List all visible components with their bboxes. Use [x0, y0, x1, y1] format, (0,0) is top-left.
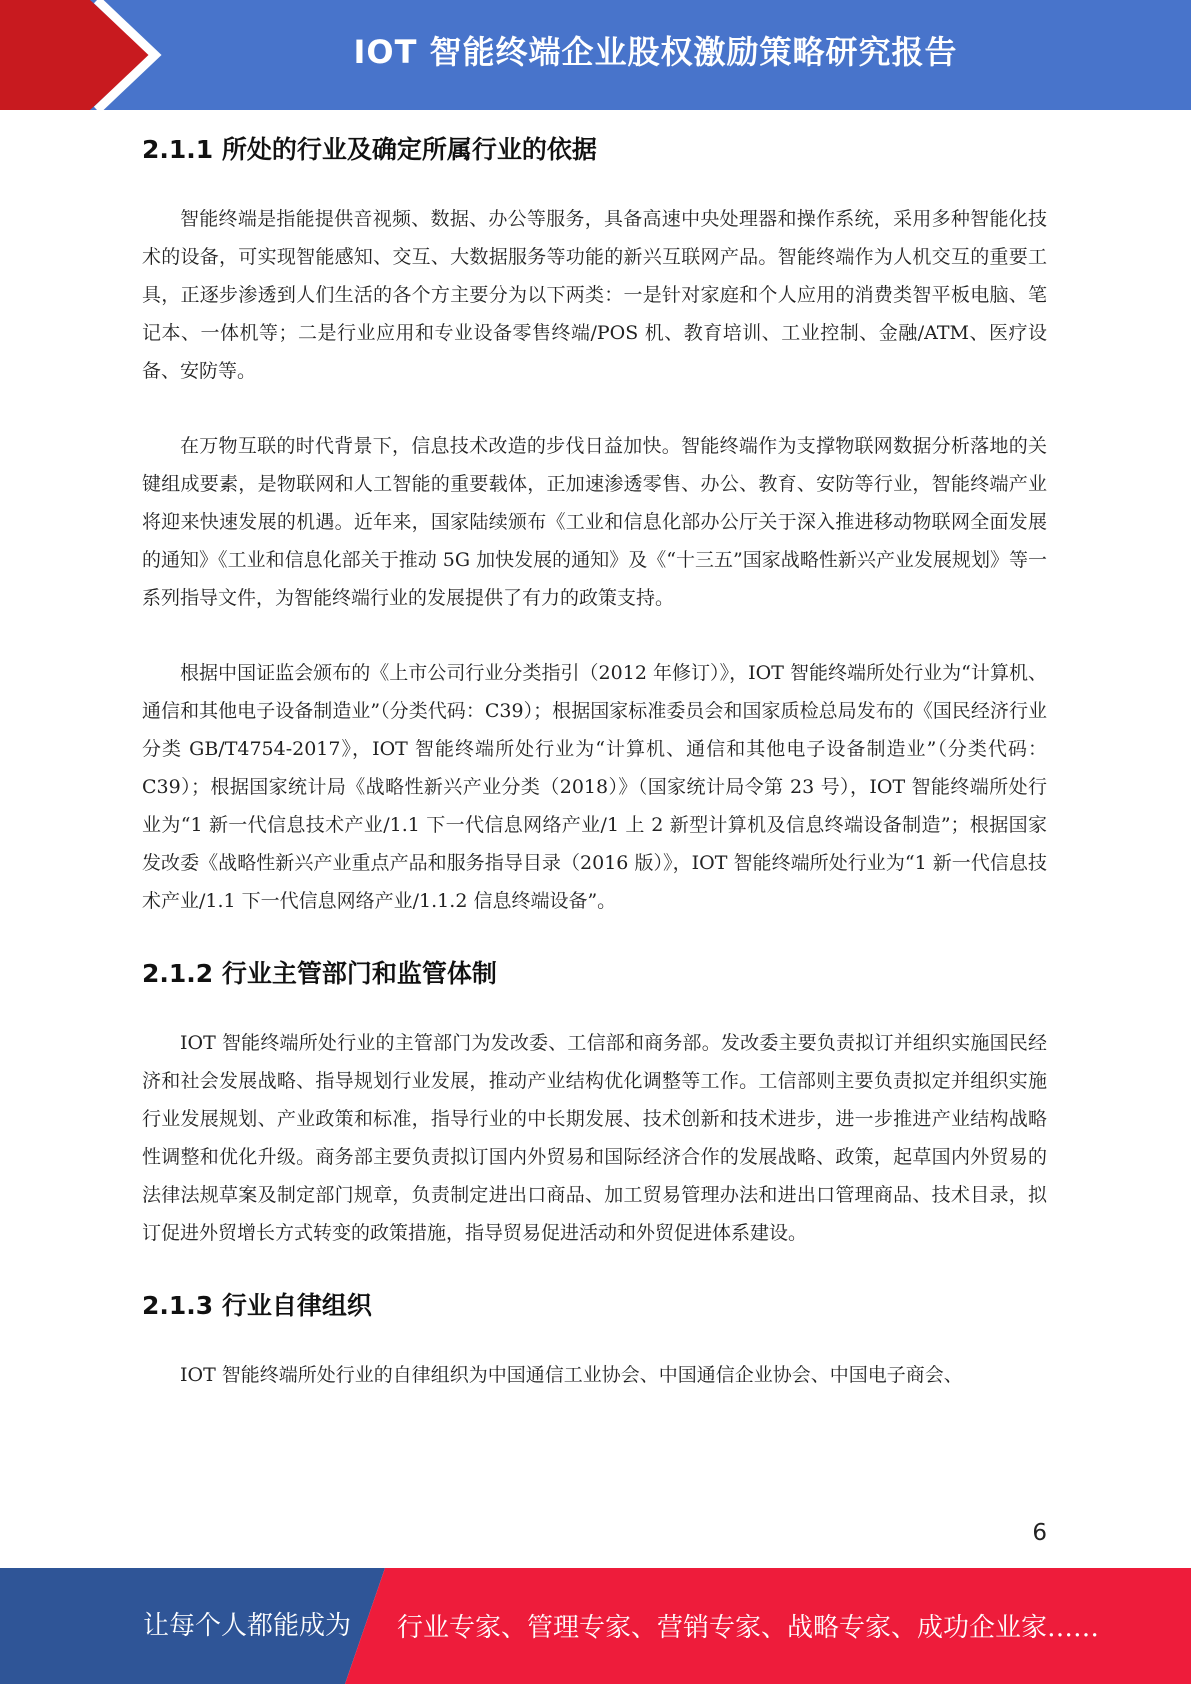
- header-red-arrow: [0, 0, 150, 110]
- body-paragraph: 根据中国证监会颁布的《上市公司行业分类指引（2012 年修订）》，IOT 智能终端所处行业为“计算机、通信和其他电子设备制造业”（分类代码：C39）；根据国家标准委员会和国家质检总局发布的《国民经济行业分类 GB/T4754-2017》，IOT 智能终端所处行业为“计算机、通信和其他电子设备制造业”（分类代码：C39）；根据国家统计局《战略性新兴产业分类（2018）》（国家统计局令第 23 号），IOT 智能终端所处行业为“1 新一代信息技术产业/1.1 下一代信息网络产业/1 上 2 新型计算机及信息终端设备制造”；根据国家发改委《战略性新兴产业重点产品和服务指导目录（2016 版）》，IOT 智能终端所处行业为“1 新一代信息技术产业/1.1 下一代信息网络产业/1.1.2 信息终端设备”。: [142, 662, 1047, 912]
- body-paragraph: 在万物互联的时代背景下，信息技术改造的步伐日益加快。智能终端作为支撑物联网数据分析落地的关键组成要素，是物联网和人工智能的重要载体，正加速渗透零售、办公、教育、安防等行业，智能终端产业将迎来快速发展的机遇。近年来，国家陆续颁布《工业和信息化部办公厅关于深入推进移动物联网全面发展的通知》《工业和信息化部关于推动 5G 加快发展的通知》及《“十三五”国家战略性新兴产业发展规划》等一系列指导文件，为智能终端行业的发展提供了有力的政策支持。: [142, 435, 1047, 609]
- document-body: [142, 130, 1047, 1431]
- page-footer: [0, 1568, 1191, 1684]
- section-heading: 2.1.1 所处的行业及确定所属行业的依据: [142, 135, 597, 164]
- section-heading: 2.1.2 行业主管部门和监管体制: [142, 959, 497, 988]
- page-number: 6: [1032, 1520, 1047, 1546]
- body-paragraph: IOT 智能终端所处行业的自律组织为中国通信工业协会、中国通信企业协会、中国电子商会、: [180, 1364, 963, 1386]
- footer-slogan-left: 让每个人都能成为: [143, 1611, 352, 1641]
- footer-slogan-right: 行业专家、管理专家、营销专家、战略专家、成功企业家……: [397, 1613, 1100, 1643]
- body-paragraph: IOT 智能终端所处行业的主管部门为发改委、工信部和商务部。发改委主要负责拟订并组织实施国民经济和社会发展战略、指导规划行业发展，推动产业结构优化调整等工作。工信部则主要负责拟定并组织实施行业发展规划、产业政策和标准，指导行业的中长期发展、技术创新和技术进步，进一步推进产业结构战略性调整和优化升级。商务部主要负责拟订国内外贸易和国际经济合作的发展战略、政策，起草国内外贸易的法律法规草案及制定部门规章，负责制定进出口商品、加工贸易管理办法和进出口管理商品、技术目录，拟订促进外贸增长方式转变的政策措施，指导贸易促进活动和外贸促进体系建设。: [142, 1032, 1047, 1244]
- report-title: IOT 智能终端企业股权激励策略研究报告: [353, 33, 958, 71]
- body-paragraph: 智能终端是指能提供音视频、数据、办公等服务，具备高速中央处理器和操作系统，采用多种智能化技术的设备，可实现智能感知、交互、大数据服务等功能的新兴互联网产品。智能终端作为人机交互的重要工具，正逐步渗透到人们生活的各个方主要分为以下两类：一是针对家庭和个人应用的消费类智平板电脑、笔记本、一体机等；二是行业应用和专业设备零售终端/POS 机、教育培训、工业控制、金融/ATM、医疗设备、安防等。: [142, 208, 1047, 382]
- section-heading: 2.1.3 行业自律组织: [142, 1291, 372, 1320]
- page-header: [0, 0, 1191, 110]
